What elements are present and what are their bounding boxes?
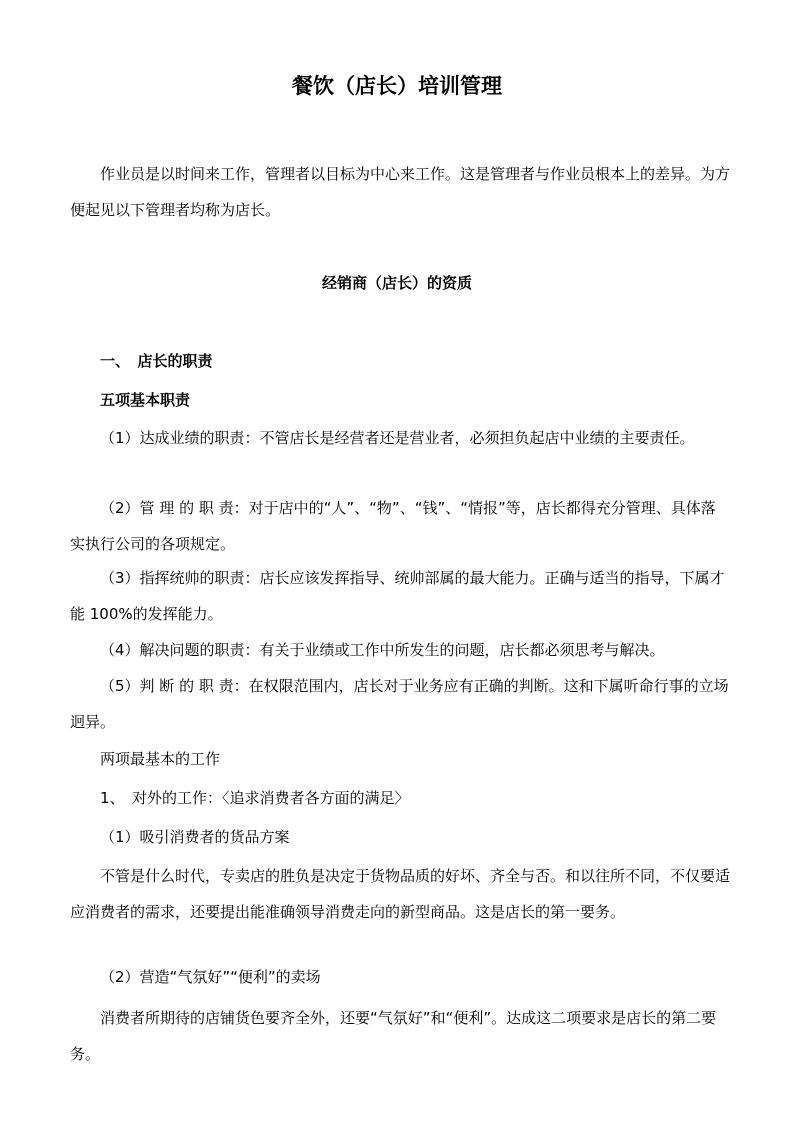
heading-five-duties: 五项基本职责 <box>100 391 191 409</box>
section-title: 经销商（店长）的资质 <box>321 274 472 292</box>
subtask-heading: （2）营造“气氛好”“便利”的卖场 <box>100 968 321 986</box>
duty-item: （5）判 断 的 职 责：在权限范围内，店长对于业务应有正确的判断。这和下属听命行事的立场迥异。 <box>70 677 729 731</box>
heading-two-tasks: 两项最基本的工作 <box>100 750 221 768</box>
duty-item: （2）管 理 的 职 责：对于店中的“人”、“物”、“钱”、“情报”等，店长都得充分管理、具体落实执行公司的各项规定。 <box>70 499 716 553</box>
subtask-heading: （1）吸引消费者的货品方案 <box>100 828 290 846</box>
task-item: 1、 对外的工作：〈追求消费者各方面的满足〉 <box>100 789 410 807</box>
document-title: 餐饮（店长）培训管理 <box>292 74 502 98</box>
heading-duties: 一、 店长的职责 <box>100 352 213 370</box>
subtask-paragraph: 消费者所期待的店铺货色要齐全外，还要“气氛好”和“便利”。达成这二项要求是店长的第二要务。 <box>70 1009 717 1063</box>
duty-item: （3）指挥统帅的职责：店长应该发挥指导、统帅部属的最大能力。正确与适当的指导，下属才能 100%的发挥能力。 <box>70 569 725 623</box>
duty-item: （1）达成业绩的职责：不管店长是经营者还是营业者，必须担负起店中业绩的主要责任。 <box>100 429 695 447</box>
subtask-paragraph: 不管是什么时代，专卖店的胜负是决定于货物品质的好坏、齐全与否。和以往所不同，不仅要适应消费者的需求，还要提出能准确领导消费走向的新型商品。这是店长的第一要务。 <box>70 867 731 921</box>
intro-paragraph: 作业员是以时间来工作，管理者以目标为中心来工作。这是管理者与作业员根本上的差异。为方便起见以下管理者均称为店长。 <box>70 165 731 219</box>
duty-item: （4）解决问题的职责：有关于业绩或工作中所发生的问题，店长都必须思考与解决。 <box>100 641 665 659</box>
